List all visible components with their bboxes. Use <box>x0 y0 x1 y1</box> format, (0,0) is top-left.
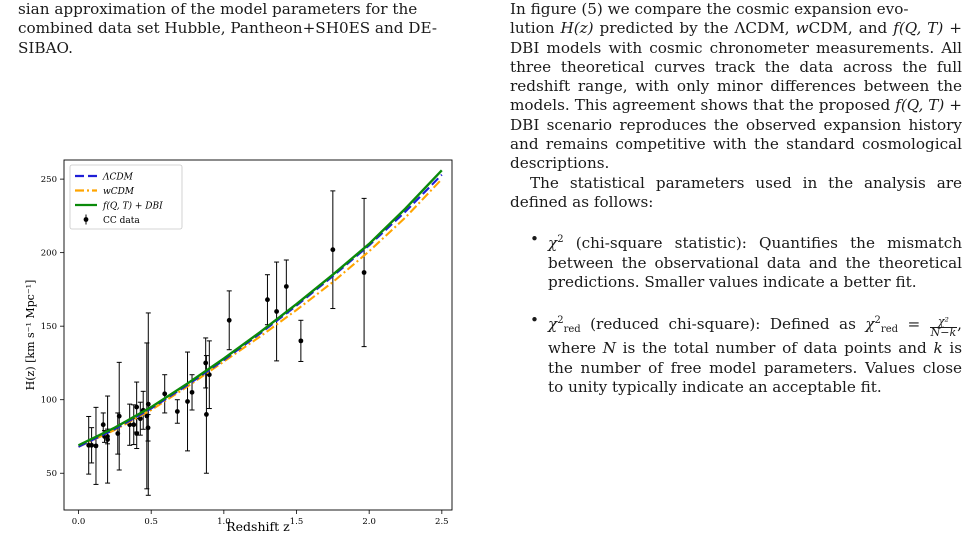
data-point <box>284 284 289 289</box>
data-point <box>190 390 195 395</box>
data-point <box>131 422 136 427</box>
model-comparison-paragraph: lution H(z) predicted by the ΛCDM, wCDM, and f(Q, T) + DBI models with cosmic chronometer measurements. All three theoretical curves track the data across the full redshift range, with only minor differences between the models. This agreement shows that the proposed f(Q, T) + DBI scenario reproduces the observed expansion history and remains competitive with the standard cosmological descriptions. <box>510 19 963 173</box>
fraction: $\frac{\text{χ²}}{N-k}$ <box>930 315 957 340</box>
x-axis-label: Redshift z <box>226 519 290 534</box>
x-tick-label: 0.5 <box>144 517 158 527</box>
hubble-parameter-chart <box>0 150 470 540</box>
data-point <box>265 297 270 302</box>
legend-swatch <box>84 217 89 222</box>
data-point <box>204 412 209 417</box>
legend-label: wCDM <box>103 187 135 197</box>
data-point <box>274 309 279 314</box>
x-tick-label: 1.5 <box>289 517 304 527</box>
legend-label: CC data <box>103 216 140 226</box>
right-column <box>510 0 962 416</box>
legend-label: f(Q, T) + DBI <box>103 201 163 212</box>
y-tick-label: 200 <box>40 248 57 259</box>
data-point <box>117 414 122 419</box>
statistics-definitions-list <box>510 230 962 397</box>
x-tick-label: 0.0 <box>71 517 86 527</box>
data-point <box>203 361 208 366</box>
left-column <box>18 0 476 58</box>
data-point <box>94 443 99 448</box>
data-point <box>105 437 110 442</box>
y-tick-label: 150 <box>40 322 57 333</box>
data-point <box>227 318 232 323</box>
x-tick-label: 2.0 <box>362 517 376 527</box>
caption-line: combined data set Hubble, Pantheon+SH0ES and DE- <box>18 19 437 38</box>
y-axis-label: H(z) [km s⁻¹ Mpc⁻¹] <box>24 279 37 391</box>
data-point <box>134 405 139 410</box>
bullet-point: • <box>530 311 539 330</box>
legend-label: ΛCDM <box>103 172 133 183</box>
data-point <box>162 391 167 396</box>
caption-line: sian approximation of the model parameters for the <box>18 0 418 18</box>
caption-line: SIBAO. <box>18 38 73 57</box>
statistics-intro-paragraph: The statistical parameters used in the analysis are defined as follows: <box>510 173 962 211</box>
data-point <box>330 247 335 252</box>
chi-square-definition: • $\chi^2$ (chi-square statistic): Quantifies the mismatch between the observational data and the theoretical predictions. Smaller values indicate a better fit. <box>530 230 962 291</box>
x-tick-label: 2.5 <box>435 517 449 527</box>
data-point <box>175 409 180 414</box>
y-tick-label: 250 <box>40 175 57 186</box>
data-point <box>101 422 106 427</box>
data-point <box>146 402 151 407</box>
data-point <box>362 270 367 275</box>
reduced-chi-square-definition: • $\chi^2_{red}$ (reduced chi-square): Defined as $\chi^2_{red}$ = $\frac{\text{χ²}}{N-k}$ , where N is the total number of data points and k is the number of free model parameters. Values close to unity typically indicate an acceptable fit. <box>530 311 962 397</box>
cut-off-line: In figure (5) we compare the cosmic expansion evo- <box>510 0 909 18</box>
y-tick-label: 100 <box>40 395 57 406</box>
x-tick-label: 1.0 <box>217 517 231 527</box>
data-point <box>89 443 94 448</box>
bullet-point: • <box>530 230 539 249</box>
data-point <box>298 338 303 343</box>
y-tick-label: 50 <box>46 469 57 480</box>
data-point <box>185 399 190 404</box>
